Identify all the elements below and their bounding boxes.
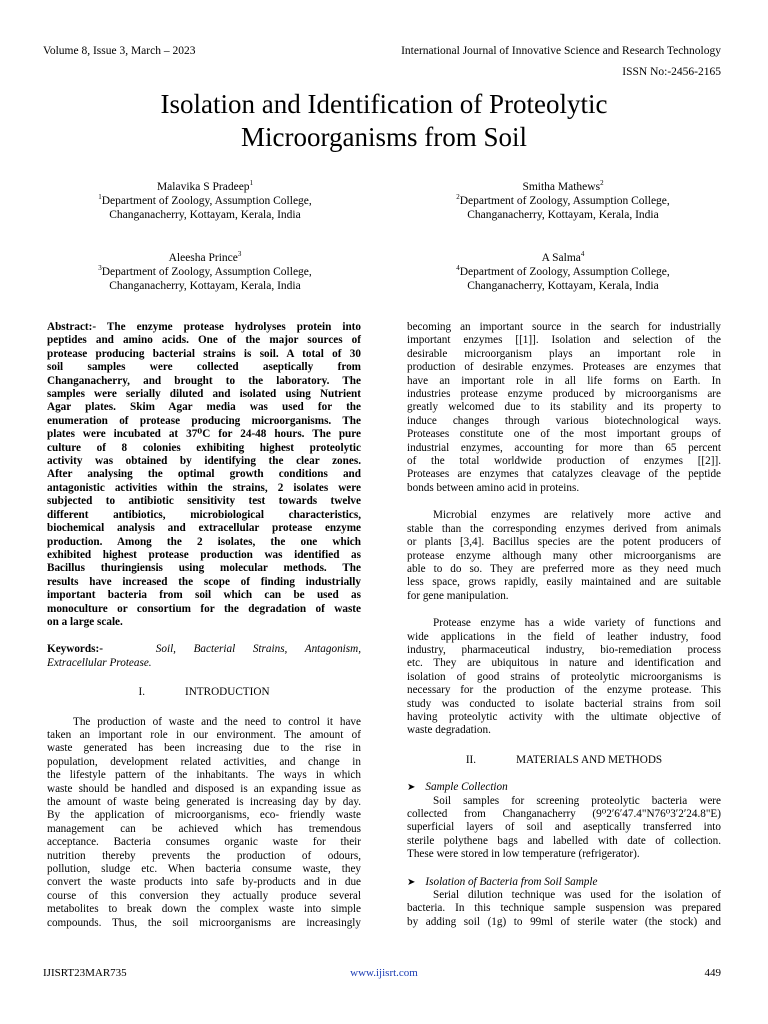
author-affiliation: $^2$Department of Zoology, Assumption College, xyxy=(456,193,670,208)
author-affiliation: $^1$Department of Zoology, Assumption College, xyxy=(98,193,312,208)
right-paragraph-4: Soil samples for screening proteolytic bacteria were collected from Changanacherry (9⁰2ʹ6ʹ47.4"N76⁰3ʹ2ʹ24.8"E) superficial layers of soil and aseptically transferred into sterile polythene bags and labelled with date of collection. These were stored in low temperature (refrigerator). xyxy=(407,794,721,861)
right-paragraph-1: becoming an important source in the search for industrially important enzymes [[1]]. Isolation and selection of the desirable microorganism plays an important role in production of desirable enzymes. Proteases are enzymes that have an important role in all life forms on Earth. In industries protease enzyme produced by microorganisms are greatly welcomed due to its stability and its property to induce changes through various biotechnological ways. Proteases constitute one of the most important groups of industrial enzymes, accounting for more than 65 percent of the total worldwide production of enzymes [[2]]. Proteases are enzymes that catalyzes cleavage of the peptide bonds between amino acid in proteins. xyxy=(407,321,721,494)
page-number: 449 xyxy=(704,967,721,979)
title-line-1: Isolation and Identification of Proteolytic xyxy=(160,89,608,119)
journal-name: International Journal of Innovative Science and Research Technology xyxy=(401,45,721,57)
journal-url-container xyxy=(0,967,768,980)
article-id: IJISRT23MAR735 xyxy=(43,967,127,979)
author-name: Aleesha Prince$^3$ xyxy=(168,250,242,264)
section-heading-materials-methods: II. MATERIALS AND METHODS xyxy=(465,753,663,766)
section-heading-introduction: I. INTRODUCTION xyxy=(138,686,270,699)
paper-title xyxy=(40,88,728,154)
author-location: Changanacherry, Kottayam, Kerala, India xyxy=(467,280,659,293)
right-column xyxy=(407,321,721,929)
author-block-2 xyxy=(418,180,708,223)
arrow-bullet-icon: ➤ xyxy=(407,782,416,794)
introduction-paragraph: The production of waste and the need to control it have taken an important role in our environment. The amount of waste generated has been increasing due to the rise in population, development related activities, and change in the lifestyle pattern of the inhabitants. The ways in which waste should be handled and disposed is an expanding issue as the amount of waste being generated is increasing day by day. By the application of microorganisms, eco- friendly waste management can be achieved which has tremendous acceptance. Bacteria consumes organic waste for their nutrition thereby prevents the production of odours, pollution, sludge etc. When bacteria consume waste, they convert the waste products into safe by-products and in due course of this conversion they actually produce several metabolites to break down the complex waste into simple compounds. Thus, the soil microorganisms are increasingly xyxy=(47,715,361,929)
author-affiliation: $^3$Department of Zoology, Assumption College, xyxy=(98,264,312,279)
journal-url-link[interactable]: www.ijisrt.com xyxy=(350,967,418,979)
arrow-bullet-icon: ➤ xyxy=(407,876,416,888)
keywords: Keywords:- Soil, Bacterial Strains, Antagonism, Extracellular Protease. xyxy=(47,643,361,669)
author-name: A Salma$^4$ xyxy=(541,250,585,264)
author-location: Changanacherry, Kottayam, Kerala, India xyxy=(109,209,301,222)
left-column xyxy=(47,321,361,930)
right-paragraph-2: Microbial enzymes are relatively more active and stable than the corresponding enzymes derived from animals or plants [3,4]. Bacillus species are the potent producers of protease enzyme although many other microorganisms are able to do so. They are preferred more as they need much less space, grows rapidly, easily maintained and are suitable for gene manipulation. xyxy=(407,509,721,602)
author-block-3 xyxy=(60,251,350,294)
author-location: Changanacherry, Kottayam, Kerala, India xyxy=(109,280,301,293)
keywords-label: Keywords:- xyxy=(47,643,103,656)
abstract: Abstract:- The enzyme protease hydrolyses protein into peptides and amino acids. One of the major sources of protease producing bacterial strains is soil. A total of 30 soil samples were collected aseptically from Changanacherry, and brought to the laboratory. The samples were serially diluted and isolated using Nutrient Agar plates. Skim Agar media was used for the enumeration of protease producing microorganisms. The plates were incubated at 37⁰C for 24-48 hours. The pure culture of 8 colonies exhibiting highest proteolytic activity was obtained by identifying the clear zones. After analysing the optimal growth conditions and antagonistic activities within the strains, 2 isolates were subjected to antibiotic sensitivity test towards twelve different antibiotics, microbiological characteristics, biochemical analysis and extracellular protease enzyme production. Among the 2 isolates, the one which exhibited highest protease production was identified as Bacillus thuringiensis using molecular methods. The results have increased the scope of finding industrially important bacteria from soil which can be used as monoculture or consortium for the degradation of waste on a large scale. xyxy=(47,321,361,628)
author-block-1 xyxy=(60,180,350,223)
title-line-2: Microorganisms from Soil xyxy=(241,122,527,152)
issn: ISSN No:-2456-2165 xyxy=(622,66,721,78)
author-name: Malavika S Pradeep$^1$ xyxy=(156,179,254,193)
subheading-isolation: ➤ Isolation of Bacteria from Soil Sample xyxy=(407,875,598,888)
author-block-4 xyxy=(418,251,708,294)
subheading-sample-collection: ➤ Sample Collection xyxy=(407,781,508,794)
author-location: Changanacherry, Kottayam, Kerala, India xyxy=(467,209,659,222)
volume-issue: Volume 8, Issue 3, March – 2023 xyxy=(43,45,196,57)
author-affiliation: $^4$Department of Zoology, Assumption College, xyxy=(456,264,670,279)
right-paragraph-3: Protease enzyme has a wide variety of functions and wide applications in the field of leather industry, food industry, pharmaceutical industry, bio-remediation process etc. They are ubiquitous in nature and identification and isolation of good strains of proteolytic microorganisms is necessary for the production of the enzyme protease. This study was conducted to isolate bacterial strains from soil having proteolytic activity with the ultimate objective of waste degradation. xyxy=(407,617,721,737)
right-paragraph-5: Serial dilution technique was used for the isolation of bacteria. In this technique sample suspension was prepared by adding soil (1g) to 99ml of sterile water (the stock) and xyxy=(407,889,721,928)
author-name: Smitha Mathews$^2$ xyxy=(522,179,604,193)
